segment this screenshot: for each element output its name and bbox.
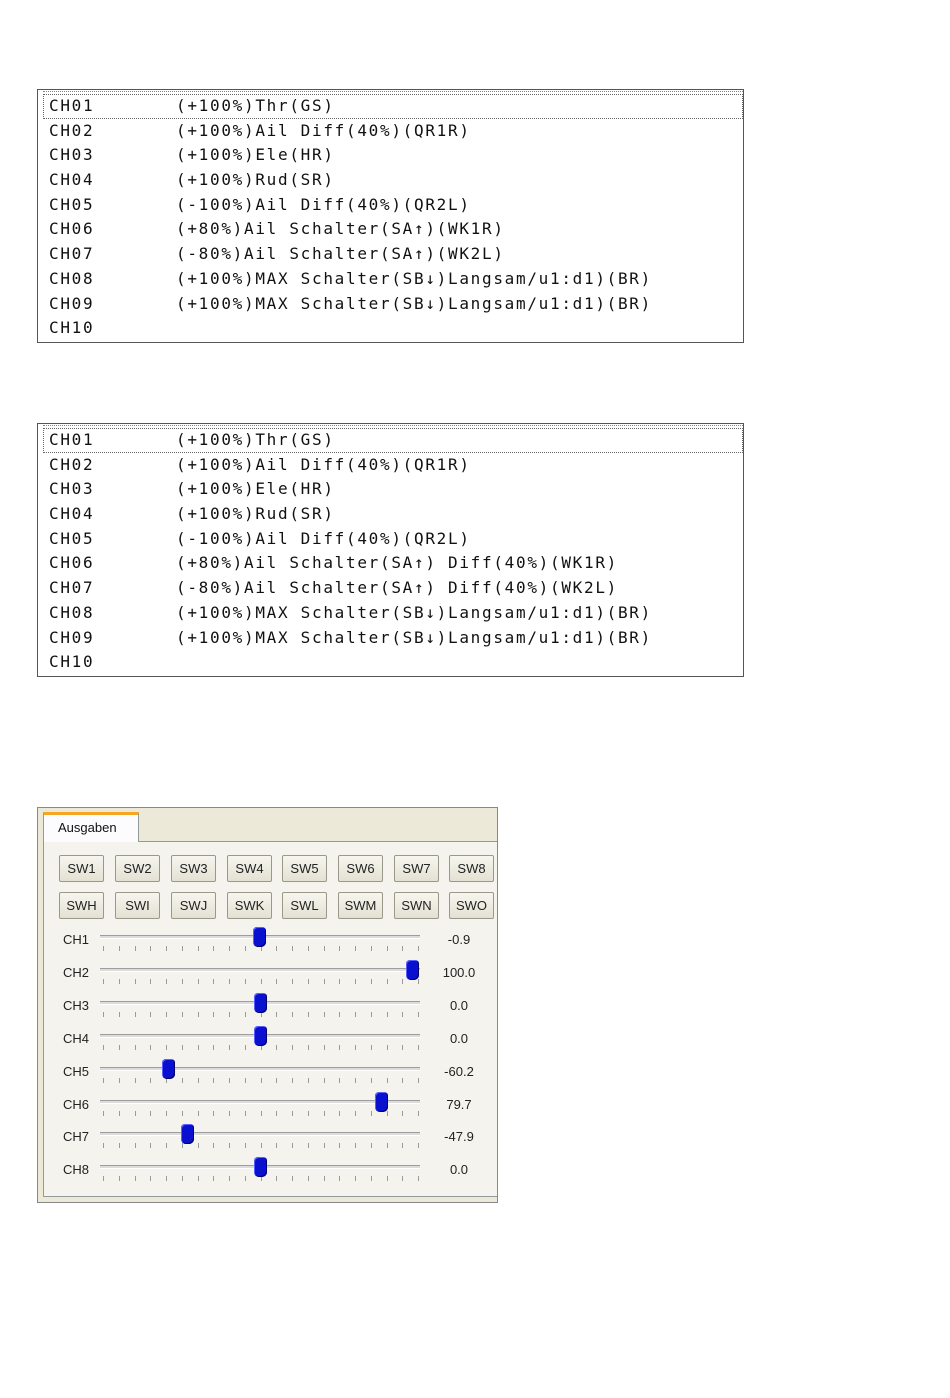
channel-row[interactable] xyxy=(43,217,743,242)
slider-tick xyxy=(103,946,104,951)
channel-row[interactable] xyxy=(43,143,743,168)
slider-tick xyxy=(308,1012,309,1017)
slider-tick xyxy=(371,1143,372,1148)
slider-tick xyxy=(339,979,340,984)
slider-label: CH4 xyxy=(63,1030,90,1046)
slider-track[interactable] xyxy=(100,1100,420,1104)
slider-tick xyxy=(418,1078,419,1083)
slider-tick xyxy=(119,1143,120,1148)
channel-row[interactable] xyxy=(43,527,743,552)
switch-button[interactable]: SW7 xyxy=(394,855,439,882)
slider-thumb[interactable] xyxy=(254,1157,267,1177)
switch-button[interactable]: SWI xyxy=(115,892,160,919)
slider-tick xyxy=(182,979,183,984)
slider-tick xyxy=(135,979,136,984)
slider-tick xyxy=(229,1111,230,1116)
slider-tick xyxy=(213,1111,214,1116)
slider-tick xyxy=(324,1012,325,1017)
slider-tick xyxy=(387,1176,388,1181)
slider-tick xyxy=(213,1176,214,1181)
slider-tick xyxy=(355,979,356,984)
channel-mix: (+100%)MAX Schalter(SB↓)Langsam/u1:d1)(BR) xyxy=(176,602,652,622)
slider-tick xyxy=(324,979,325,984)
slider-tick xyxy=(166,1143,167,1148)
channel-mix: (+100%)Thr(GS) xyxy=(176,96,335,115)
slider-ticks xyxy=(103,1078,418,1083)
slider-tick xyxy=(150,1012,151,1017)
switch-button[interactable]: SW3 xyxy=(171,855,216,882)
channel-name: CH08 xyxy=(49,602,95,622)
channel-name: CH05 xyxy=(49,528,95,548)
slider-tick xyxy=(182,1045,183,1050)
slider-tick xyxy=(213,946,214,951)
slider-tick xyxy=(324,1078,325,1083)
slider-tick xyxy=(292,946,293,951)
switch-button[interactable]: SW5 xyxy=(282,855,327,882)
slider-tick xyxy=(135,1012,136,1017)
slider-tick xyxy=(245,1111,246,1116)
slider-tick xyxy=(198,1143,199,1148)
slider-thumb[interactable] xyxy=(406,960,419,980)
slider-tick xyxy=(119,1111,120,1116)
channel-name: CH08 xyxy=(49,268,95,288)
slider-thumb[interactable] xyxy=(254,1026,267,1046)
slider-tick xyxy=(150,1176,151,1181)
slider-label: CH1 xyxy=(63,932,90,947)
slider-tick xyxy=(339,1045,340,1050)
switch-button[interactable]: SWK xyxy=(227,892,272,919)
channel-row[interactable] xyxy=(43,292,743,317)
slider-tick xyxy=(261,979,262,984)
channel-name: CH06 xyxy=(49,553,95,573)
channel-list-panel-2 xyxy=(37,423,744,677)
slider-value: -0.9 xyxy=(447,932,471,947)
slider-label: CH5 xyxy=(63,1063,90,1079)
slider-tick xyxy=(276,1012,277,1017)
channel-row[interactable] xyxy=(43,626,743,651)
slider-thumb[interactable] xyxy=(162,1059,175,1079)
channel-name: CH03 xyxy=(49,145,95,165)
slider-tick xyxy=(229,1078,230,1083)
channel-name: CH09 xyxy=(49,293,95,313)
slider-tick xyxy=(402,1012,403,1017)
slider-tick xyxy=(213,1078,214,1083)
slider-tick xyxy=(308,1078,309,1083)
switch-button[interactable]: SWN xyxy=(394,892,439,919)
slider-ticks xyxy=(103,979,418,984)
slider-tick xyxy=(292,1143,293,1148)
slider-tick xyxy=(387,1111,388,1116)
slider-tick xyxy=(418,1176,419,1181)
slider-tick xyxy=(308,979,309,984)
slider-tick xyxy=(371,1078,372,1083)
slider-ticks xyxy=(103,1176,418,1181)
slider-tick xyxy=(402,946,403,951)
channel-mix: (+100%)MAX Schalter(SB↓)Langsam/u1:d1)(BR) xyxy=(176,293,652,313)
slider-tick xyxy=(276,1078,277,1083)
slider-value: -47.9 xyxy=(444,1129,474,1145)
slider-tick xyxy=(198,1045,199,1050)
channel-row[interactable] xyxy=(43,502,743,527)
channel-row[interactable] xyxy=(43,316,743,341)
slider-tick xyxy=(245,1045,246,1050)
slider-thumb[interactable] xyxy=(181,1124,194,1144)
slider-tick xyxy=(103,1012,104,1017)
slider-tick xyxy=(229,1012,230,1017)
channel-row[interactable] xyxy=(43,193,743,218)
slider-tick xyxy=(371,1012,372,1017)
channel-mix: (+100%)Ele(HR) xyxy=(176,145,335,165)
slider-tick xyxy=(135,1078,136,1083)
slider-tick xyxy=(229,1143,230,1148)
slider-tick xyxy=(135,1045,136,1050)
slider-tick xyxy=(276,979,277,984)
slider-tick xyxy=(245,946,246,951)
channel-row[interactable] xyxy=(43,428,743,453)
slider-tick xyxy=(150,1111,151,1116)
slider-tick xyxy=(324,1045,325,1050)
slider-track[interactable] xyxy=(100,1067,420,1071)
slider-tick xyxy=(166,1012,167,1017)
channel-mix: (+100%)Rud(SR) xyxy=(176,504,335,524)
slider-tick xyxy=(402,1111,403,1116)
slider-tick xyxy=(324,1176,325,1181)
slider-tick xyxy=(418,1111,419,1116)
slider-tick xyxy=(387,946,388,951)
slider-tick xyxy=(387,1143,388,1148)
slider-tick xyxy=(245,1176,246,1181)
switch-button[interactable]: SWJ xyxy=(171,892,216,919)
slider-tick xyxy=(355,1045,356,1050)
slider-tick xyxy=(276,1176,277,1181)
slider-tick xyxy=(339,1143,340,1148)
slider-tick xyxy=(103,1176,104,1181)
slider-tick xyxy=(198,979,199,984)
slider-tick xyxy=(292,1012,293,1017)
channel-mix: (+100%)Ail Diff(40%)(QR1R) xyxy=(176,454,471,474)
slider-tick xyxy=(292,1176,293,1181)
slider-track[interactable] xyxy=(100,1132,420,1136)
channel-name: CH03 xyxy=(49,479,95,499)
slider-tick xyxy=(103,1045,104,1050)
slider-tick xyxy=(355,1143,356,1148)
slider-value: -60.2 xyxy=(444,1063,474,1079)
slider-tick xyxy=(324,1143,325,1148)
outputs-pane xyxy=(43,842,497,1197)
slider-tick xyxy=(387,1012,388,1017)
slider-tick xyxy=(292,1045,293,1050)
channel-name: CH01 xyxy=(49,96,95,115)
switch-button[interactable]: SW1 xyxy=(59,855,104,882)
slider-value: 0.0 xyxy=(449,997,469,1013)
slider-tick xyxy=(418,1012,419,1017)
channel-row[interactable] xyxy=(43,650,743,675)
slider-tick xyxy=(276,1143,277,1148)
slider-tick xyxy=(261,1111,262,1116)
slider-tick xyxy=(135,946,136,951)
slider-tick xyxy=(402,1143,403,1148)
slider-tick xyxy=(103,1143,104,1148)
slider-tick xyxy=(198,1111,199,1116)
slider-tick xyxy=(198,1176,199,1181)
slider-tick xyxy=(276,946,277,951)
channel-mix: (+100%)MAX Schalter(SB↓)Langsam/u1:d1)(BR) xyxy=(176,627,652,647)
slider-tick xyxy=(261,1078,262,1083)
slider-tick xyxy=(135,1111,136,1116)
slider-tick xyxy=(213,1143,214,1148)
slider-tick xyxy=(308,1176,309,1181)
slider-tick xyxy=(103,1111,104,1116)
switch-button[interactable]: SWO xyxy=(449,892,494,919)
slider-tick xyxy=(119,1012,120,1017)
channel-row[interactable] xyxy=(43,94,743,119)
slider-tick xyxy=(119,1045,120,1050)
channel-name: CH07 xyxy=(49,244,95,264)
slider-tick xyxy=(308,1111,309,1116)
slider-tick xyxy=(292,1078,293,1083)
slider-tick xyxy=(182,1176,183,1181)
slider-tick xyxy=(402,1078,403,1083)
slider-tick xyxy=(166,1176,167,1181)
slider-tick xyxy=(229,1045,230,1050)
switch-button[interactable]: SW8 xyxy=(449,855,494,882)
channel-mix: (+100%)Ail Diff(40%)(QR1R) xyxy=(176,120,471,140)
slider-tick xyxy=(308,1143,309,1148)
channel-mix: (+100%)Ele(HR) xyxy=(176,479,335,499)
slider-tick xyxy=(198,1078,199,1083)
slider-label: CH7 xyxy=(63,1129,90,1145)
slider-tick xyxy=(213,979,214,984)
slider-tick xyxy=(355,1012,356,1017)
slider-tick xyxy=(308,1045,309,1050)
channel-row[interactable] xyxy=(43,477,743,502)
channel-mix: (+100%)Thr(GS) xyxy=(176,430,335,449)
channel-row[interactable] xyxy=(43,242,743,267)
slider-value: 100.0 xyxy=(442,964,476,980)
slider-tick xyxy=(119,946,120,951)
slider-tick xyxy=(150,979,151,984)
slider-tick xyxy=(182,1111,183,1116)
slider-tick xyxy=(292,979,293,984)
channel-name: CH07 xyxy=(49,578,95,598)
channel-name: CH09 xyxy=(49,627,95,647)
slider-thumb[interactable] xyxy=(254,993,267,1013)
channel-rows xyxy=(43,428,743,676)
slider-tick xyxy=(418,979,419,984)
panel-divider xyxy=(43,91,743,92)
slider-tick xyxy=(182,1078,183,1083)
switch-button[interactable]: SW4 xyxy=(227,855,272,882)
slider-tick xyxy=(371,946,372,951)
channel-row[interactable] xyxy=(43,601,743,626)
slider-tick xyxy=(402,1045,403,1050)
slider-tick xyxy=(339,1176,340,1181)
slider-tick xyxy=(324,1111,325,1116)
slider-thumb[interactable] xyxy=(253,927,266,947)
channel-mix: (-80%)Ail Schalter(SA↑)(WK2L) xyxy=(176,244,505,264)
channel-mix: (-100%)Ail Diff(40%)(QR2L) xyxy=(176,194,471,214)
slider-value: 0.0 xyxy=(449,1030,469,1046)
slider-tick xyxy=(371,979,372,984)
slider-tick xyxy=(245,1143,246,1148)
slider-tick xyxy=(339,1012,340,1017)
slider-tick xyxy=(355,1078,356,1083)
slider-tick xyxy=(276,1045,277,1050)
slider-tick xyxy=(261,1176,262,1181)
slider-tick xyxy=(103,979,104,984)
slider-label: CH8 xyxy=(63,1162,90,1178)
slider-tick xyxy=(229,979,230,984)
channel-mix: (-100%)Ail Diff(40%)(QR2L) xyxy=(176,528,471,548)
channel-name: CH02 xyxy=(49,454,95,474)
slider-tick xyxy=(387,979,388,984)
slider-tick xyxy=(229,946,230,951)
slider-tick xyxy=(292,1111,293,1116)
tab-ausgaben[interactable]: Ausgaben xyxy=(43,812,139,842)
slider-tick xyxy=(418,946,419,951)
slider-ticks xyxy=(103,1111,418,1116)
slider-tick xyxy=(198,1012,199,1017)
channel-name: CH02 xyxy=(49,120,95,140)
channel-name: CH04 xyxy=(49,170,95,190)
slider-tick xyxy=(198,946,199,951)
channel-name: CH06 xyxy=(49,219,95,239)
channel-row[interactable] xyxy=(43,119,743,144)
channel-rows xyxy=(43,94,743,342)
slider-track[interactable] xyxy=(100,968,420,972)
slider-value: 79.7 xyxy=(446,1096,472,1112)
slider-tick xyxy=(387,1078,388,1083)
channel-row[interactable] xyxy=(43,267,743,292)
channel-mix: (+100%)Rud(SR) xyxy=(176,170,335,190)
channel-row[interactable] xyxy=(43,168,743,193)
channel-name: CH10 xyxy=(49,318,95,338)
slider-tick xyxy=(182,1012,183,1017)
channel-row[interactable] xyxy=(43,576,743,601)
channel-list-panel-1 xyxy=(37,89,744,343)
slider-tick xyxy=(213,1045,214,1050)
slider-tick xyxy=(355,1111,356,1116)
switch-button[interactable]: SW2 xyxy=(115,855,160,882)
slider-tick xyxy=(182,946,183,951)
slider-tick xyxy=(166,1045,167,1050)
slider-tick xyxy=(308,946,309,951)
slider-tick xyxy=(276,1111,277,1116)
switch-button[interactable]: SWL xyxy=(282,892,327,919)
outputs-window xyxy=(37,807,498,1203)
slider-tick xyxy=(182,1143,183,1148)
channel-mix: (-80%)Ail Schalter(SA↑) Diff(40%)(WK2L) xyxy=(176,578,618,598)
slider-tick xyxy=(245,979,246,984)
slider-tick xyxy=(339,946,340,951)
channel-mix: (+80%)Ail Schalter(SA↑)(WK1R) xyxy=(176,219,505,239)
slider-tick xyxy=(418,1143,419,1148)
slider-tick xyxy=(166,979,167,984)
panel-divider xyxy=(43,425,743,426)
slider-tick xyxy=(229,1176,230,1181)
channel-row[interactable] xyxy=(43,551,743,576)
slider-tick xyxy=(166,946,167,951)
slider-tick xyxy=(402,1176,403,1181)
slider-tick xyxy=(166,1111,167,1116)
slider-tick xyxy=(261,1143,262,1148)
slider-tick xyxy=(135,1176,136,1181)
slider-tick xyxy=(371,1045,372,1050)
slider-tick xyxy=(103,1078,104,1083)
switch-button[interactable]: SWM xyxy=(338,892,383,919)
slider-tick xyxy=(150,1045,151,1050)
switch-button[interactable]: SWH xyxy=(59,892,104,919)
slider-tick xyxy=(402,979,403,984)
slider-value: 0.0 xyxy=(449,1162,469,1178)
channel-mix: (+80%)Ail Schalter(SA↑) Diff(40%)(WK1R) xyxy=(176,553,618,573)
slider-tick xyxy=(371,1176,372,1181)
channel-name: CH01 xyxy=(49,430,95,449)
slider-thumb[interactable] xyxy=(375,1092,388,1112)
slider-tick xyxy=(119,979,120,984)
slider-label: CH6 xyxy=(63,1096,90,1112)
slider-tick xyxy=(119,1176,120,1181)
slider-label: CH2 xyxy=(63,964,90,980)
slider-ticks xyxy=(103,1143,418,1148)
slider-tick xyxy=(150,1143,151,1148)
channel-name: CH05 xyxy=(49,194,95,214)
slider-tick xyxy=(135,1143,136,1148)
channel-name: CH10 xyxy=(49,652,95,672)
slider-tick xyxy=(355,946,356,951)
channel-mix: (+100%)MAX Schalter(SB↓)Langsam/u1:d1)(BR) xyxy=(176,268,652,288)
slider-tick xyxy=(339,1111,340,1116)
slider-tick xyxy=(355,1176,356,1181)
slider-tick xyxy=(213,1012,214,1017)
slider-tick xyxy=(418,1045,419,1050)
channel-row[interactable] xyxy=(43,453,743,478)
slider-tick xyxy=(245,1012,246,1017)
slider-tick xyxy=(119,1078,120,1083)
slider-tick xyxy=(150,1078,151,1083)
switch-button[interactable]: SW6 xyxy=(338,855,383,882)
slider-tick xyxy=(150,946,151,951)
slider-tick xyxy=(371,1111,372,1116)
channel-name: CH04 xyxy=(49,504,95,524)
slider-tick xyxy=(387,1045,388,1050)
slider-tick xyxy=(339,1078,340,1083)
slider-tick xyxy=(245,1078,246,1083)
slider-tick xyxy=(324,946,325,951)
slider-label: CH3 xyxy=(63,997,90,1013)
